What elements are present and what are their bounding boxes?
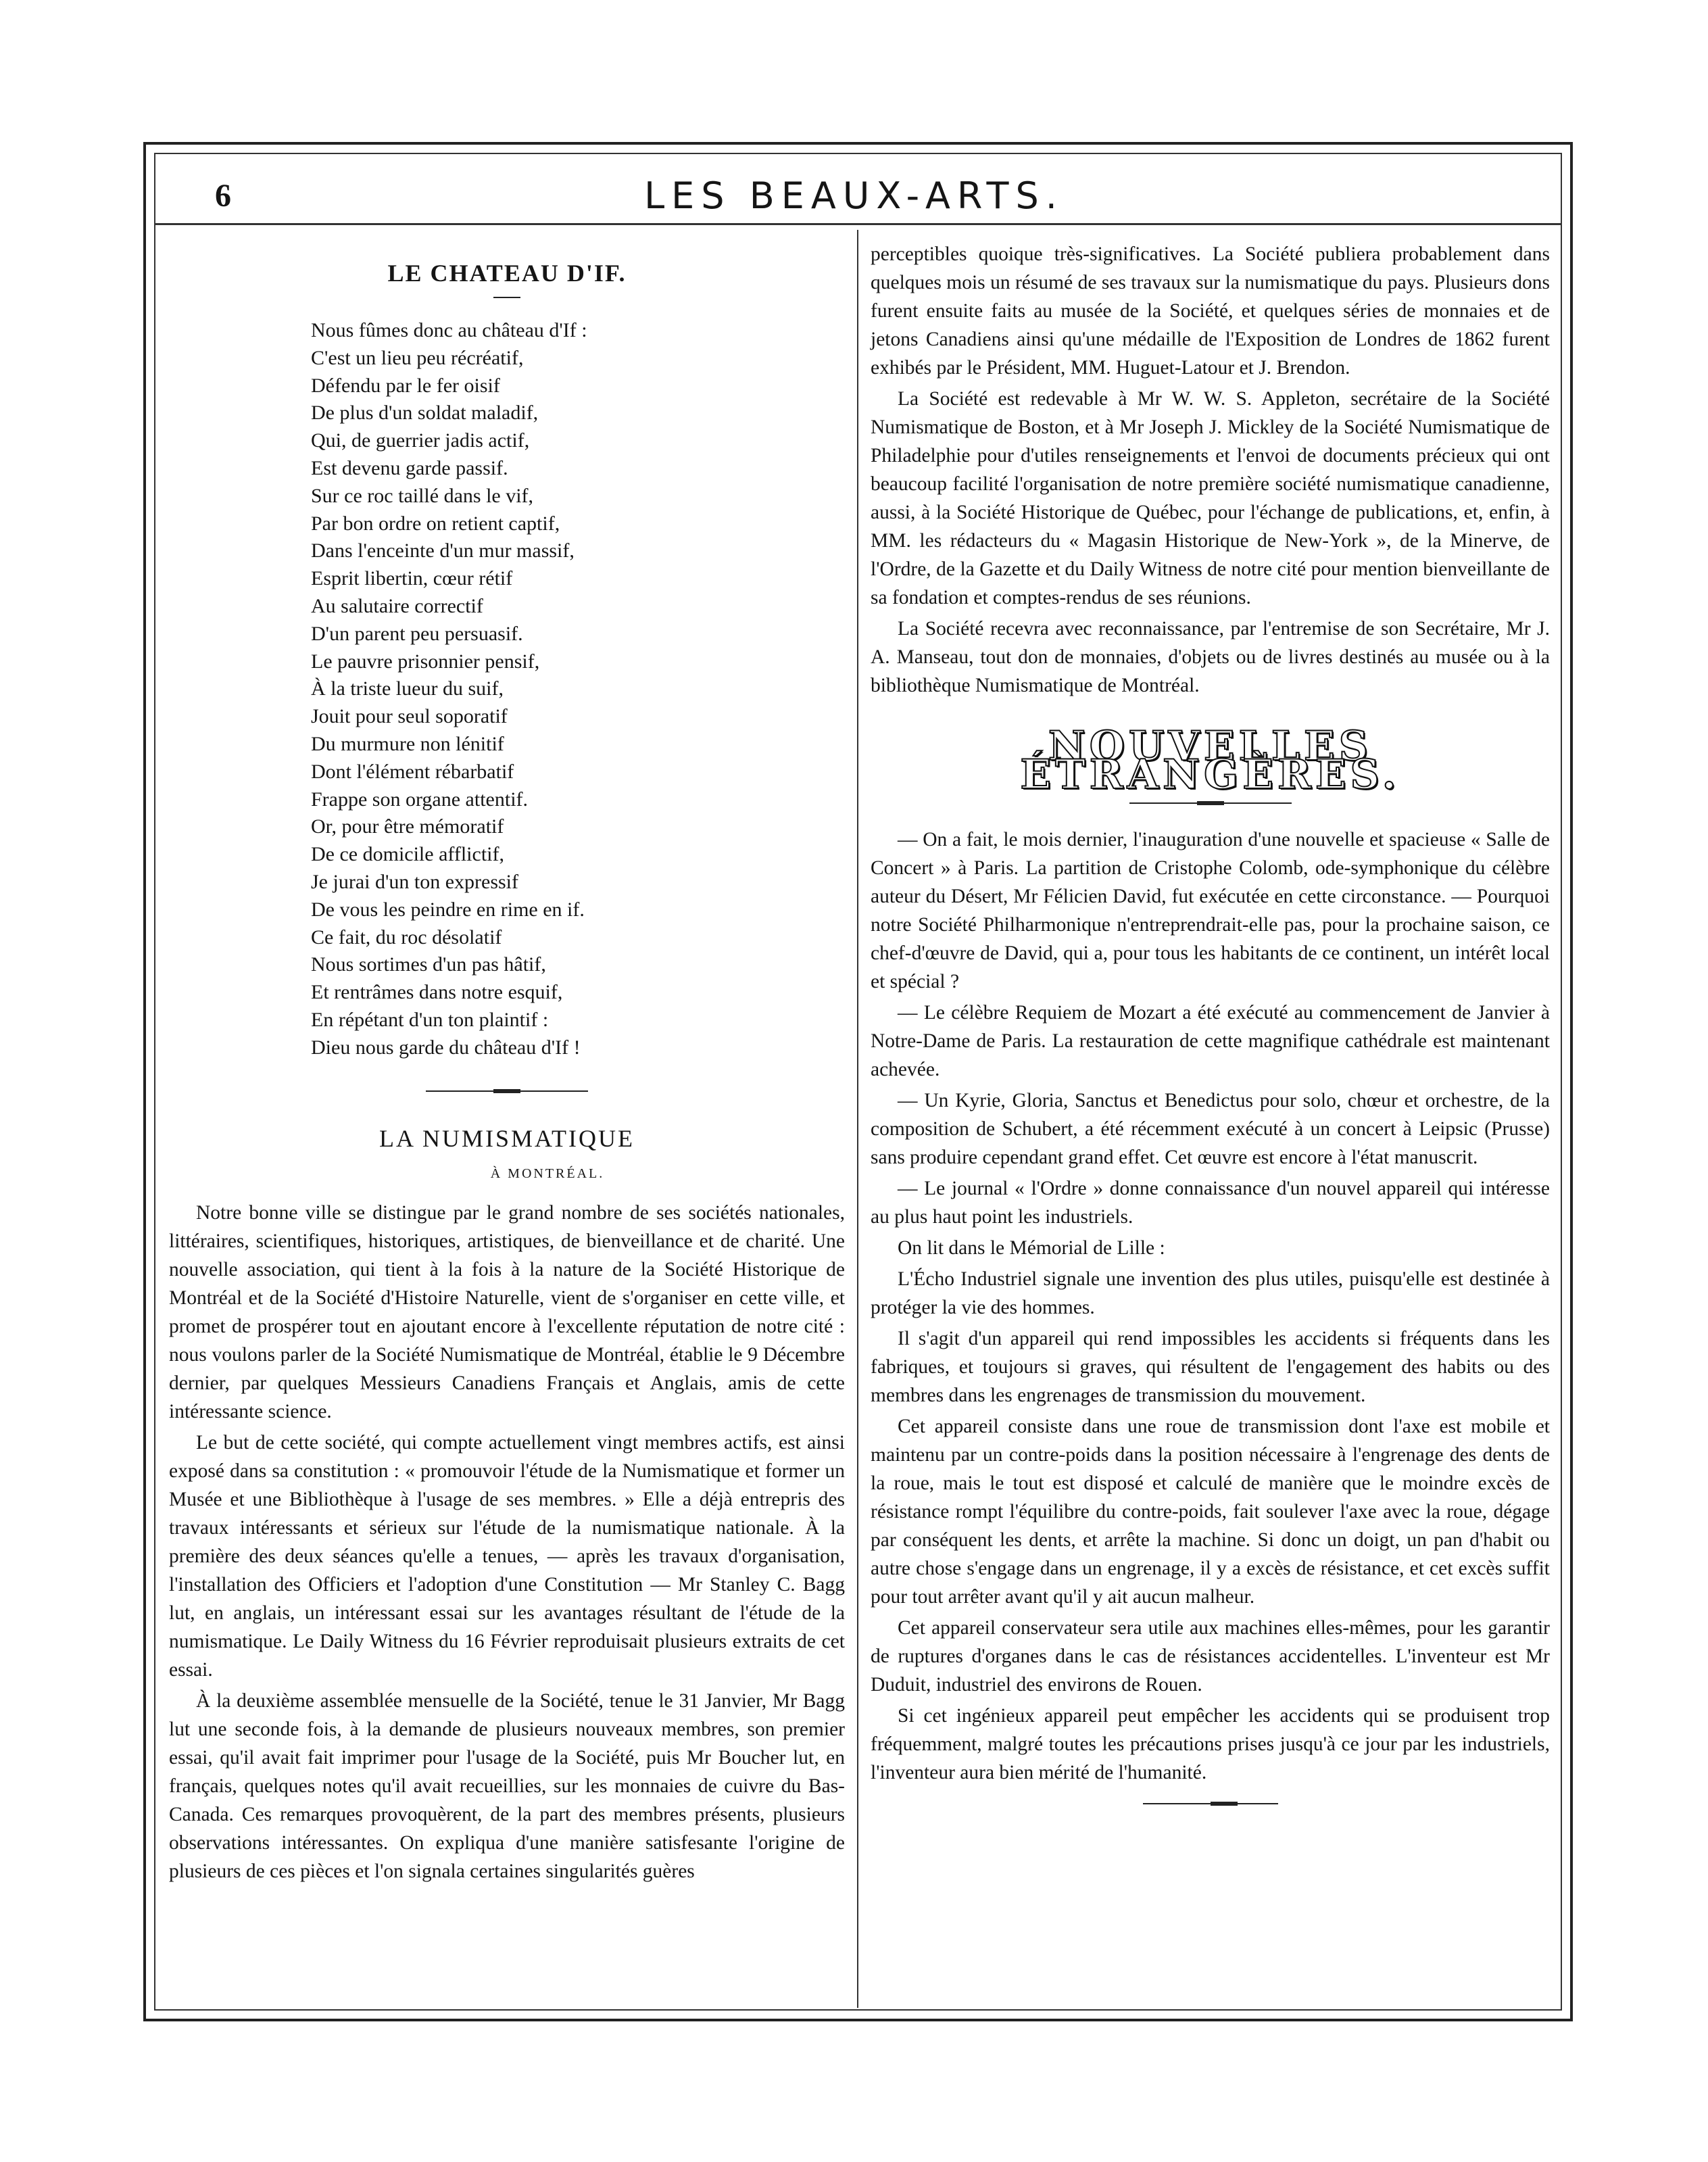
numismatique-body — [169, 1199, 845, 1885]
nouvelles-title: NOUVELLES ÉTRANGÈRES. — [1020, 723, 1400, 798]
paragraph: perceptibles quoique très-significatives. La Société publiera probablement dans quelques mois un résumé de ses travaux sur la numismatique du pays. Plusieurs dons furent ensuite faits au musée de la Société, et quelques séries de monnaies et de jetons Canadiens ainsi qu'une médaille de l'Exposition de Londres de 1862 furent exhibés par le Président, MM. Huguet-Latour et J. Brendon. — [871, 243, 1550, 379]
numismatique-subtitle: À MONTRÉAL. — [490, 1166, 605, 1181]
poem-line: De plus d'un soldat maladif, — [311, 402, 539, 425]
poem-line: Qui, de guerrier jadis actif, — [311, 429, 530, 452]
poem-line: Dans l'enceinte d'un mur massif, — [311, 539, 575, 562]
paragraph: À la deuxième assemblée mensuelle de la Société, tenue le 31 Janvier, Mr Bagg lut une seconde fois, à la demande de plusieurs nouveaux membres, son premier essai, qu'il avait fait imprimer pour l'usage de la Société, puis Mr Boucher lut, en français, quelques notes qu'il avait recueillies, sur les monnaies de cuivre du Bas-Canada. Ces remarques provoquèrent, de la part des membres présents, plusieurs observations intéressantes. On expliqua d'une manière satisfesante l'origine de plusieurs de ces pièces et l'on signala certaines singularités guères — [169, 1689, 845, 1882]
numismatique-title: LA NUMISMATIQUE — [379, 1124, 635, 1152]
poem-line: Je jurai d'un ton expressif — [311, 870, 519, 893]
paragraph: Si cet ingénieux appareil peut empêcher les accidents qui se produisent trop fréquemment, malgré toutes les précautions prises jusqu'à ce jour par les industriels, l'inventeur aura bien mérité de l'humanité. — [871, 1705, 1550, 1783]
poem-line: Le pauvre prisonnier pensif, — [311, 650, 540, 673]
numismatique-continued — [871, 240, 1550, 700]
poem-line: Frappe son organe attentif. — [311, 788, 529, 811]
paragraph: Le but de cette société, qui compte actuellement vingt membres actifs, est ainsi exposé dans sa constitution : « promouvoir l'étude de la Numismatique et former un Musée et une Bibliothèque à l'usage de ses membres. » Elle a déjà entrepris des travaux intéressants et sérieux sur l'étude de la numismatique nationale. À la première des deux séances qu'elle a tenues, — après les travaux d'organisation, l'installation des Officiers et l'adoption d'une Constitution — Mr Stanley C. Bagg lut, en anglais, un intéressant essai sur les avantages résultant de l'étude de la numismatique. Le Daily Witness du 16 Février reproduisait plusieurs extraits de cet essai. — [169, 1431, 845, 1681]
paragraph: Cet appareil conservateur sera utile aux machines elles-mêmes, pour les garantir de ruptures d'organes dans le cas de résistances accidentelles. L'inventeur est Mr Duduit, industriel des environs de Rouen. — [871, 1617, 1550, 1696]
paragraph: Notre bonne ville se distingue par le grand nombre de ses sociétés nationales, littéraires, scientifiques, historiques, artistiques, de bienveillance et de charité. Une nouvelle association, qui tient à la fois à la nature de la Société Historique de Montréal et de la Société d'Histoire Naturelle, vient de s'organiser en cette ville, et promet de prospérer tout en ajoutant encore à l'excellente réputation de notre cité : nous voulons parler de la Société Numismatique de Montréal, établie le 9 Décembre dernier, par quelques Messieurs Canadiens Français et Anglais, amis de cette intéressante science. — [169, 1201, 845, 1422]
poem-line: Ce fait, du roc désolatif — [311, 926, 502, 948]
paragraph: L'Écho Industriel signale une invention des plus utiles, puisqu'elle est destinée à protéger la vie des hommes. — [871, 1268, 1550, 1318]
nouvelles-body — [871, 825, 1550, 1787]
poem-line: Esprit libertin, cœur rétif — [311, 567, 513, 590]
paragraph: Cet appareil consiste dans une roue de transmission dont l'axe est mobile et maintenu par un contre-poids dans la position nécessaire à l'engrenage des dents de la roue, mais le tout est disposé et calculé de manière que le moindre excès de résistance rompt l'équilibre du contre-poids, fait soulever l'axe avec la roue, dégage par conséquent les dents, et arrête la machine. Si donc un doigt, un pan d'habit ou autre chose s'engage dans un engrenage, il y a excès de résistance, et cet excès suffit pour tout arrêter avant qu'il y ait aucun malheur. — [871, 1416, 1550, 1608]
page-number: 6 — [215, 178, 231, 214]
masthead-title: LES BEAUX-ARTS. — [644, 174, 1064, 217]
poem-line: À la triste lueur du suif, — [311, 677, 504, 700]
section-ornament — [426, 1089, 588, 1093]
poem-line: Or, pour être mémoratif — [311, 815, 504, 838]
left-column — [169, 240, 845, 1888]
paragraph: Il s'agit d'un appareil qui rend impossibles les accidents si fréquents dans les fabriques, et toujours si graves, qui résultent de l'engagement des habits ou des membres dans les engrenages de transmission du mouvement. — [871, 1328, 1550, 1406]
title-rule — [493, 297, 520, 298]
end-ornament — [1143, 1802, 1278, 1806]
paragraph: — Le journal « l'Ordre » donne connaissance d'un nouvel appareil qui intéresse au plus haut point les industriels. — [871, 1178, 1550, 1228]
poem-line: Nous sortimes d'un pas hâtif, — [311, 953, 546, 976]
poem-line: En répétant d'un ton plaintif : — [311, 1008, 549, 1031]
poem-body — [169, 317, 845, 1062]
poem-line: Dieu nous garde du château d'If ! — [311, 1036, 581, 1059]
poem-line: Au salutaire correctif — [311, 594, 483, 617]
poem-line: De vous les peindre en rime en if. — [311, 898, 585, 921]
paragraph: — Le célèbre Requiem de Mozart a été exécuté au commencement de Janvier à Notre-Dame de Paris. La restauration de cette magnifique cathédrale est maintenant achevée. — [871, 1002, 1550, 1080]
poem-line: Du murmure non lénitif — [311, 732, 504, 755]
poem-line: Défendu par le fer oisif — [311, 374, 500, 397]
poem-title: LE CHATEAU D'IF. — [387, 260, 627, 287]
poem-line: Et rentrâmes dans notre esquif, — [311, 981, 563, 1004]
header-rule — [154, 223, 1562, 225]
poem-line: Nous fûmes donc au château d'If : — [311, 319, 587, 341]
paragraph: On lit dans le Mémorial de Lille : — [898, 1237, 1165, 1259]
paragraph: — Un Kyrie, Gloria, Sanctus et Benedictus pour solo, chœur et orchestre, de la composition de Schubert, a été récemment exécuté à un concert à Leipsic (Prusse) sans produire cependant grand effet. Cet œuvre est encore à l'état manuscrit. — [871, 1090, 1550, 1168]
poem-line: Sur ce roc taillé dans le vif, — [311, 484, 534, 507]
poem-line: Jouit pour seul soporatif — [311, 705, 508, 728]
nouvelles-ornament — [1129, 801, 1292, 805]
poem-line: D'un parent peu persuasif. — [311, 622, 523, 645]
column-divider — [857, 230, 858, 2008]
paragraph: La Société recevra avec reconnaissance, par l'entremise de son Secrétaire, Mr J. A. Manseau, tout don de monnaies, d'objets ou de livres destinés au musée ou à la bibliothèque Numismatique de Montréal. — [871, 618, 1550, 696]
paragraph: — On a fait, le mois dernier, l'inauguration d'une nouvelle et spacieuse « Salle de Concert » à Paris. La partition de Cristophe Colomb, ode-symphonique du célèbre auteur du Désert, Mr Félicien David, fut exécutée en cette circonstance. — Pourquoi notre Société Philharmonique n'entreprendrait-elle pas, pour la prochaine saison, ce chef-d'œuvre de David, qui a, pour tous les habitants de ce continent, un intérêt local et spécial ? — [871, 829, 1550, 992]
poem-line: De ce domicile afflictif, — [311, 843, 504, 866]
right-column — [871, 240, 1550, 1806]
poem-line: Dont l'élément rébarbatif — [311, 760, 514, 783]
paragraph: La Société est redevable à Mr W. W. S. Appleton, secrétaire de la Société Numismatique de Boston, et à Mr Joseph J. Mickley de la Société Numismatique de Philadelphie pour d'utiles renseignements et l'envoi de documents précieux qui ont beaucoup facilité l'organisation de notre première société numismatique canadienne, aussi, à la Société Historique de Québec, pour l'échange de publications, et, enfin, à MM. les rédacteurs du « Magasin Historique de New-York », de la Minerve, de l'Ordre, de la Gazette et du Daily Witness de notre cité pour mention bienveillante de sa fondation et comptes-rendus de ses réunions. — [871, 388, 1550, 608]
poem-line: Par bon ordre on retient captif, — [311, 512, 560, 535]
poem-line: C'est un lieu peu récréatif, — [311, 346, 524, 369]
poem-line: Est devenu garde passif. — [311, 456, 508, 479]
